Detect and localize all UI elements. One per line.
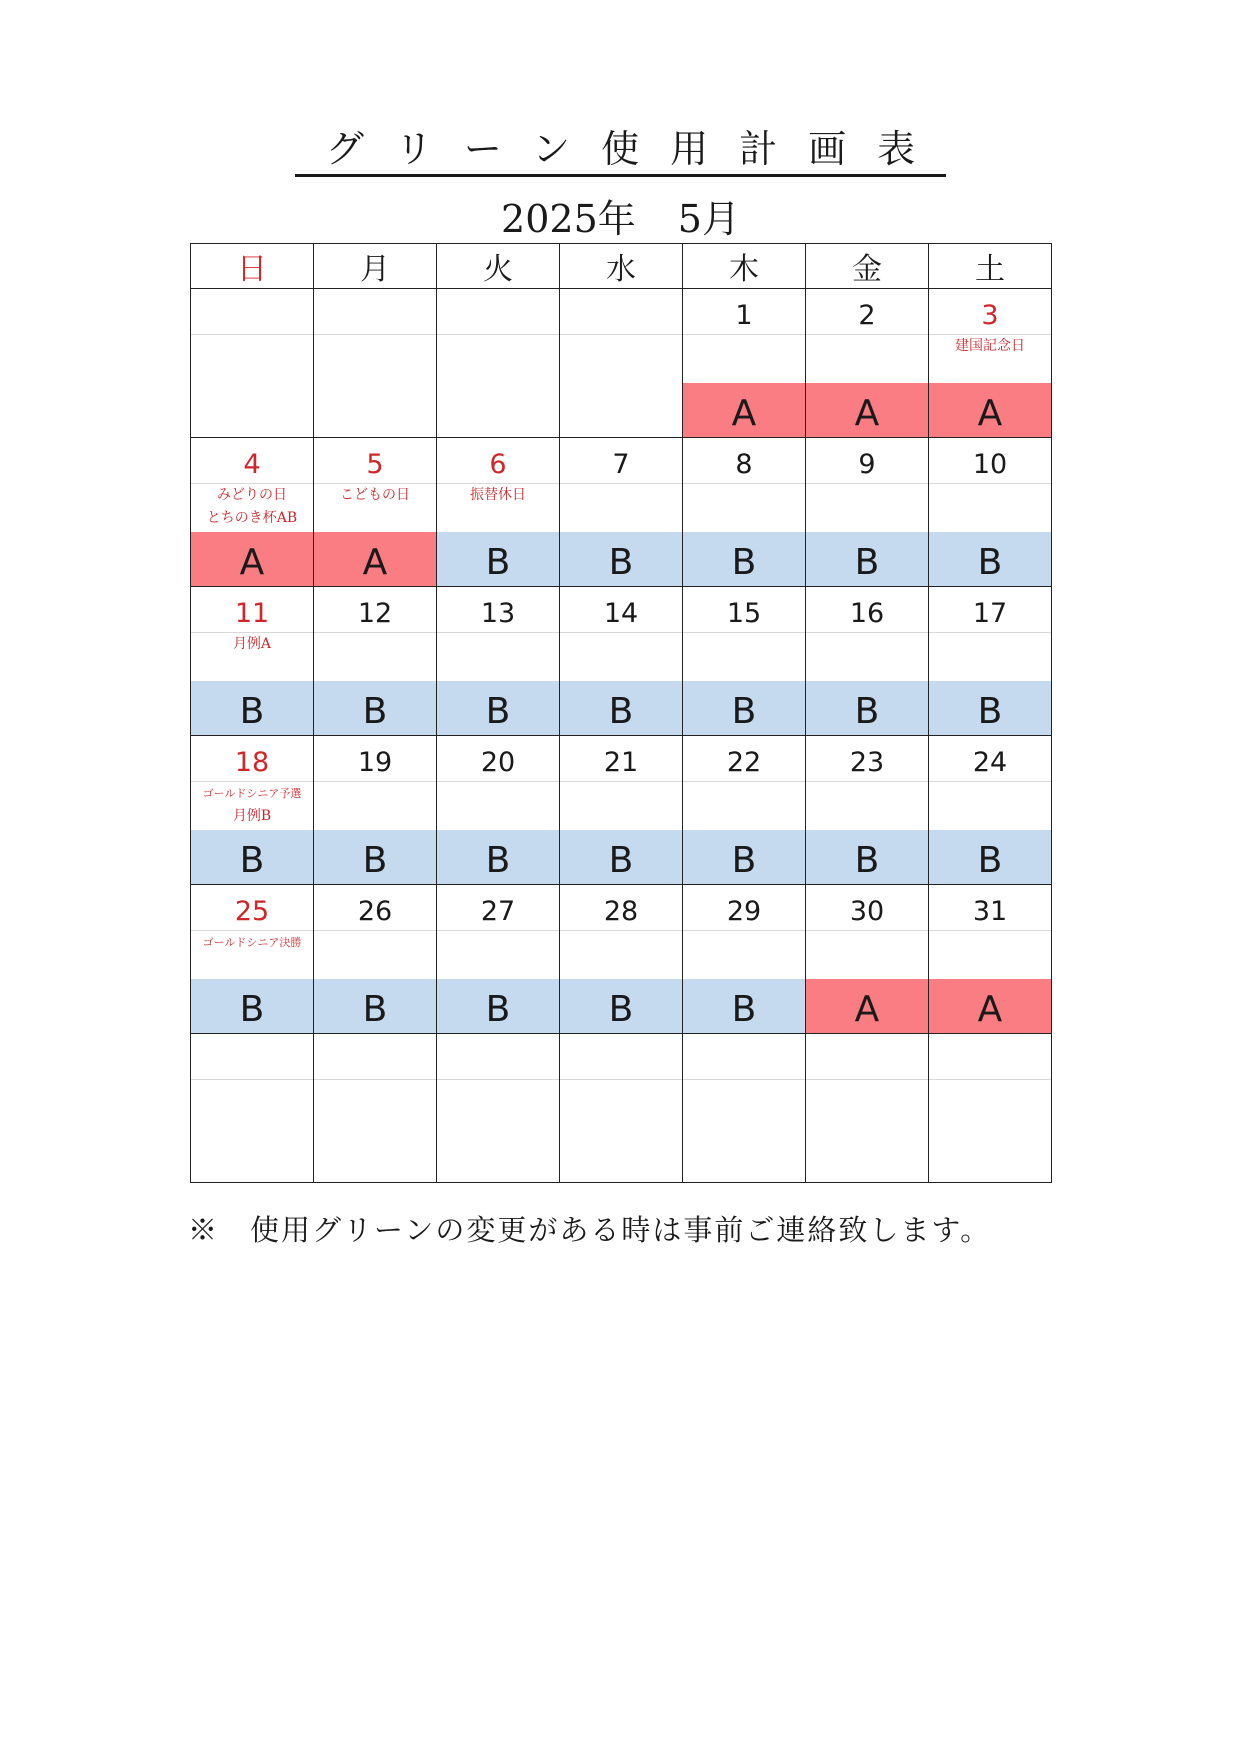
green-assignment: B bbox=[191, 830, 313, 884]
day-cell bbox=[437, 1034, 560, 1183]
week-row bbox=[191, 885, 1052, 1034]
day-cell bbox=[191, 885, 314, 1034]
green-assignment: B bbox=[437, 681, 559, 735]
event-note: こどもの日 bbox=[340, 487, 410, 503]
cell-divider bbox=[806, 930, 928, 931]
day-number: 27 bbox=[480, 896, 516, 927]
green-assignment: B bbox=[683, 979, 805, 1033]
day-cell bbox=[314, 438, 437, 587]
day-number: 7 bbox=[612, 449, 630, 480]
day-number: 15 bbox=[726, 598, 762, 629]
week-row bbox=[191, 1034, 1052, 1183]
day-number: 6 bbox=[489, 449, 507, 480]
day-cell bbox=[683, 885, 806, 1034]
cell-divider bbox=[683, 483, 805, 484]
cell-divider bbox=[560, 781, 682, 782]
green-assignment: B bbox=[806, 681, 928, 735]
day-number: 16 bbox=[849, 598, 885, 629]
cell-divider bbox=[806, 1079, 928, 1080]
day-cell bbox=[929, 438, 1052, 587]
event-notes bbox=[437, 484, 559, 507]
day-number: 13 bbox=[480, 598, 516, 629]
day-cell bbox=[683, 587, 806, 736]
green-assignment: B bbox=[929, 681, 1051, 735]
cell-divider bbox=[560, 632, 682, 633]
day-number bbox=[437, 1044, 559, 1078]
day-number: 5 bbox=[366, 449, 384, 480]
weekday-header: 土 bbox=[929, 244, 1052, 289]
day-cell bbox=[191, 438, 314, 587]
weekday-header: 水 bbox=[560, 244, 683, 289]
footnote: ※ 使用グリーンの変更がある時は事前ご連絡致します。 bbox=[188, 1213, 992, 1247]
weekday-header-row bbox=[191, 244, 1052, 289]
cell-divider bbox=[929, 781, 1051, 782]
cell-divider bbox=[929, 483, 1051, 484]
day-cell bbox=[929, 1034, 1052, 1183]
day-cell bbox=[314, 1034, 437, 1183]
event-notes bbox=[191, 633, 313, 656]
cell-divider bbox=[314, 930, 436, 931]
day-cell bbox=[191, 587, 314, 736]
day-number bbox=[437, 299, 559, 333]
day-number bbox=[314, 1044, 436, 1078]
weekday-header: 金 bbox=[806, 244, 929, 289]
day-cell bbox=[683, 1034, 806, 1183]
day-cell bbox=[929, 736, 1052, 885]
day-number: 2 bbox=[858, 300, 876, 331]
day-cell bbox=[191, 289, 314, 438]
cell-divider bbox=[929, 632, 1051, 633]
cell-divider bbox=[929, 1079, 1051, 1080]
cell-divider bbox=[929, 930, 1051, 931]
month-label: 5月 bbox=[677, 197, 740, 241]
green-assignment: B bbox=[683, 830, 805, 884]
day-number: 19 bbox=[357, 747, 393, 778]
green-assignment: B bbox=[683, 532, 805, 586]
cell-divider bbox=[437, 930, 559, 931]
green-assignment: B bbox=[806, 532, 928, 586]
day-cell bbox=[314, 289, 437, 438]
day-cell bbox=[560, 289, 683, 438]
day-number: 24 bbox=[972, 747, 1008, 778]
cell-divider bbox=[683, 334, 805, 335]
day-number: 31 bbox=[972, 896, 1008, 927]
day-cell bbox=[437, 587, 560, 736]
day-cell bbox=[437, 736, 560, 885]
event-note: ゴールドシニア決勝 bbox=[202, 936, 302, 949]
month-heading bbox=[0, 196, 1241, 242]
event-notes bbox=[314, 484, 436, 507]
cell-divider bbox=[560, 334, 682, 335]
day-number: 4 bbox=[243, 449, 261, 480]
day-number bbox=[806, 1044, 928, 1078]
cell-divider bbox=[683, 930, 805, 931]
day-cell bbox=[560, 885, 683, 1034]
green-assignment: B bbox=[314, 979, 436, 1033]
weekday-header: 月 bbox=[314, 244, 437, 289]
event-note: 建国記念日 bbox=[955, 338, 1025, 354]
day-number bbox=[929, 1044, 1051, 1078]
day-number bbox=[560, 299, 682, 333]
day-cell bbox=[806, 587, 929, 736]
day-number bbox=[191, 1044, 313, 1078]
event-notes bbox=[929, 335, 1051, 358]
day-cell bbox=[314, 885, 437, 1034]
week-row bbox=[191, 736, 1052, 885]
day-cell bbox=[314, 587, 437, 736]
day-cell bbox=[806, 1034, 929, 1183]
green-assignment: A bbox=[314, 532, 436, 586]
green-assignment: A bbox=[806, 979, 928, 1033]
cell-divider bbox=[437, 632, 559, 633]
cell-divider bbox=[437, 781, 559, 782]
green-assignment: A bbox=[929, 383, 1051, 437]
day-cell bbox=[314, 736, 437, 885]
cell-divider bbox=[314, 781, 436, 782]
green-assignment: A bbox=[191, 532, 313, 586]
calendar-body bbox=[191, 289, 1052, 1183]
day-number: 8 bbox=[735, 449, 753, 480]
event-note: ゴールドシニア予選 bbox=[202, 787, 302, 800]
green-assignment: B bbox=[806, 830, 928, 884]
event-notes bbox=[191, 484, 313, 530]
day-cell bbox=[683, 736, 806, 885]
weekday-header: 火 bbox=[437, 244, 560, 289]
day-number bbox=[560, 1044, 682, 1078]
day-cell bbox=[437, 438, 560, 587]
day-cell bbox=[929, 885, 1052, 1034]
event-note: 振替休日 bbox=[470, 487, 526, 503]
weekday-header: 木 bbox=[683, 244, 806, 289]
day-number: 3 bbox=[981, 300, 999, 331]
event-notes bbox=[191, 782, 313, 828]
green-assignment: B bbox=[437, 532, 559, 586]
green-assignment: B bbox=[560, 979, 682, 1033]
green-assignment: B bbox=[314, 681, 436, 735]
green-assignment: B bbox=[929, 532, 1051, 586]
green-assignment: B bbox=[191, 979, 313, 1033]
day-cell bbox=[683, 289, 806, 438]
day-number: 23 bbox=[849, 747, 885, 778]
weekday-header: 日 bbox=[191, 244, 314, 289]
cell-divider bbox=[683, 781, 805, 782]
green-assignment: B bbox=[437, 830, 559, 884]
week-row bbox=[191, 289, 1052, 438]
day-number: 28 bbox=[603, 896, 639, 927]
day-number: 11 bbox=[234, 598, 270, 629]
cell-divider bbox=[560, 1079, 682, 1080]
calendar-table bbox=[190, 243, 1052, 1183]
cell-divider bbox=[437, 334, 559, 335]
day-cell bbox=[191, 1034, 314, 1183]
green-assignment: A bbox=[683, 383, 805, 437]
green-assignment: B bbox=[314, 830, 436, 884]
cell-divider bbox=[437, 1079, 559, 1080]
day-cell bbox=[560, 438, 683, 587]
day-number: 22 bbox=[726, 747, 762, 778]
cell-divider bbox=[806, 483, 928, 484]
page-title-text: グリーン使用計画表 bbox=[295, 126, 946, 177]
day-number bbox=[191, 299, 313, 333]
week-row bbox=[191, 438, 1052, 587]
week-row bbox=[191, 587, 1052, 736]
day-number: 20 bbox=[480, 747, 516, 778]
cell-divider bbox=[560, 930, 682, 931]
cell-divider bbox=[314, 334, 436, 335]
cell-divider bbox=[191, 1079, 313, 1080]
day-number: 17 bbox=[972, 598, 1008, 629]
green-assignment: B bbox=[560, 681, 682, 735]
green-assignment: A bbox=[806, 383, 928, 437]
day-cell bbox=[806, 736, 929, 885]
day-number: 25 bbox=[234, 896, 270, 927]
day-cell bbox=[560, 587, 683, 736]
day-cell bbox=[806, 885, 929, 1034]
green-assignment: B bbox=[437, 979, 559, 1033]
day-number: 9 bbox=[858, 449, 876, 480]
day-number: 12 bbox=[357, 598, 393, 629]
page-title bbox=[0, 126, 1241, 177]
green-assignment: B bbox=[191, 681, 313, 735]
day-number: 29 bbox=[726, 896, 762, 927]
cell-divider bbox=[806, 334, 928, 335]
day-cell bbox=[929, 587, 1052, 736]
day-cell bbox=[560, 736, 683, 885]
green-assignment: B bbox=[929, 830, 1051, 884]
day-number: 26 bbox=[357, 896, 393, 927]
day-number: 1 bbox=[735, 300, 753, 331]
day-number bbox=[314, 299, 436, 333]
day-cell bbox=[683, 438, 806, 587]
event-note: 月例A bbox=[232, 636, 272, 652]
day-number bbox=[683, 1044, 805, 1078]
day-number: 14 bbox=[603, 598, 639, 629]
cell-divider bbox=[191, 334, 313, 335]
day-number: 18 bbox=[234, 747, 270, 778]
green-assignment: A bbox=[929, 979, 1051, 1033]
day-number: 10 bbox=[972, 449, 1008, 480]
event-note: みどりの日 bbox=[217, 487, 287, 503]
cell-divider bbox=[683, 632, 805, 633]
event-note: 月例B bbox=[232, 808, 272, 824]
cell-divider bbox=[314, 1079, 436, 1080]
day-cell bbox=[191, 736, 314, 885]
day-cell bbox=[437, 289, 560, 438]
day-number: 30 bbox=[849, 896, 885, 927]
day-cell bbox=[560, 1034, 683, 1183]
day-cell bbox=[806, 289, 929, 438]
cell-divider bbox=[683, 1079, 805, 1080]
day-number: 21 bbox=[603, 747, 639, 778]
cell-divider bbox=[560, 483, 682, 484]
event-note: とちのき杯AB bbox=[206, 510, 298, 526]
event-notes bbox=[191, 931, 313, 954]
year-label: 2025年 bbox=[501, 197, 636, 241]
cell-divider bbox=[806, 632, 928, 633]
cell-divider bbox=[806, 781, 928, 782]
green-assignment: B bbox=[683, 681, 805, 735]
day-cell bbox=[929, 289, 1052, 438]
day-cell bbox=[437, 885, 560, 1034]
green-assignment: B bbox=[560, 532, 682, 586]
cell-divider bbox=[314, 632, 436, 633]
day-cell bbox=[806, 438, 929, 587]
green-assignment: B bbox=[560, 830, 682, 884]
